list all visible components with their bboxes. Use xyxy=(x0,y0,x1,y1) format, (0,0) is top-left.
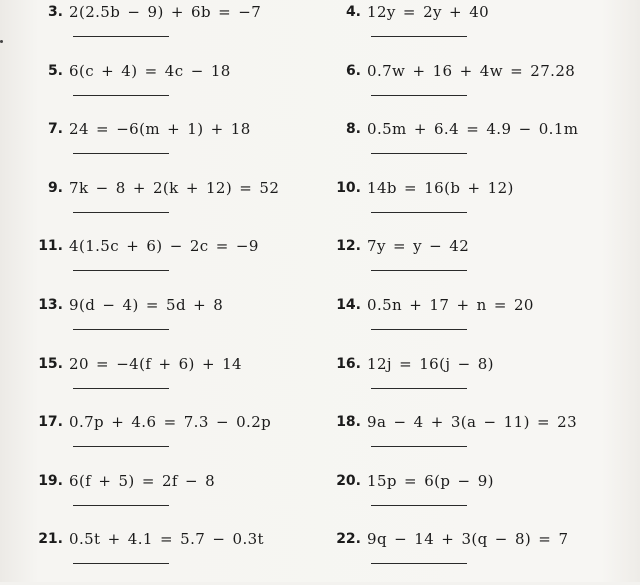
problem-equation: 0.5m + 6.4 = 4.9 − 0.1m xyxy=(367,120,579,139)
problem-equation: 12y = 2y + 40 xyxy=(367,3,490,21)
problem-number: 9. xyxy=(47,179,63,196)
problem-equation: 0.7p + 4.6 = 7.3 − 0.2p xyxy=(69,413,272,432)
problem-equation: 12j = 16(j − 8) xyxy=(367,354,494,373)
problem-number: 3. xyxy=(47,4,63,20)
problem-number: 20. xyxy=(336,472,361,489)
answer-blank[interactable] xyxy=(73,270,169,271)
problem-number: 13. xyxy=(38,297,63,313)
problem-item xyxy=(35,354,315,410)
answer-blank[interactable] xyxy=(73,212,169,213)
problem-item xyxy=(333,295,613,351)
problem-item xyxy=(333,354,613,410)
problem-equation: 20 = −4(f + 6) + 14 xyxy=(69,354,242,373)
problem-equation: 9(d − 4) = 5d + 8 xyxy=(69,296,224,314)
problem-equation: 15p = 6(p − 9) xyxy=(367,471,494,490)
problem-number: 21. xyxy=(38,531,63,548)
problem-number: 4. xyxy=(345,4,361,20)
answer-blank[interactable] xyxy=(371,505,467,506)
problem-equation: 14b = 16(b + 12) xyxy=(367,178,514,197)
answer-blank[interactable] xyxy=(371,36,467,37)
problem-equation: 7k − 8 + 2(k + 12) = 52 xyxy=(69,178,280,197)
problem-item xyxy=(35,61,315,117)
answer-blank[interactable] xyxy=(371,95,467,96)
problem-number: 14. xyxy=(336,297,361,313)
answer-blank[interactable] xyxy=(371,212,467,213)
problem-item xyxy=(35,471,315,527)
problem-equation: 6(c + 4) = 4c − 18 xyxy=(69,61,231,80)
problem-number: 17. xyxy=(38,414,63,431)
answer-blank[interactable] xyxy=(73,329,169,330)
problem-number: 6. xyxy=(345,62,361,79)
answer-blank[interactable] xyxy=(371,388,467,389)
problem-equation: 0.5n + 17 + n = 20 xyxy=(367,296,534,314)
problem-item xyxy=(333,178,613,234)
problem-number: 10. xyxy=(336,179,361,196)
problem-equation: 7y = y − 42 xyxy=(367,237,470,256)
problem-equation: 4(1.5c + 6) − 2c = −9 xyxy=(69,237,259,256)
answer-blank[interactable] xyxy=(371,270,467,271)
problem-number: 7. xyxy=(47,121,63,138)
problem-item xyxy=(333,236,613,292)
answer-blank[interactable] xyxy=(73,388,169,389)
problem-item xyxy=(333,412,613,468)
page-edge-mark xyxy=(0,40,3,43)
problem-item xyxy=(333,61,613,117)
problem-item xyxy=(35,412,315,468)
problem-number: 18. xyxy=(336,414,361,431)
problem-number: 15. xyxy=(38,355,63,372)
problem-item xyxy=(35,178,315,234)
problem-number: 11. xyxy=(38,238,63,255)
answer-blank[interactable] xyxy=(371,329,467,330)
problem-equation: 0.7w + 16 + 4w = 27.28 xyxy=(367,61,576,80)
problem-item xyxy=(333,2,613,58)
problem-item xyxy=(35,2,315,58)
problem-equation: 9a − 4 + 3(a − 11) = 23 xyxy=(367,413,578,432)
answer-blank[interactable] xyxy=(371,563,467,564)
answer-blank[interactable] xyxy=(73,36,169,37)
problem-equation: 24 = −6(m + 1) + 18 xyxy=(69,120,251,139)
problem-item xyxy=(35,119,315,175)
problem-equation: 2(2.5b − 9) + 6b = −7 xyxy=(69,3,262,21)
answer-blank[interactable] xyxy=(73,563,169,564)
problem-number: 16. xyxy=(336,355,361,372)
problem-number: 12. xyxy=(336,238,361,255)
problem-equation: 9q − 14 + 3(q − 8) = 7 xyxy=(367,530,569,549)
answer-blank[interactable] xyxy=(73,153,169,154)
problem-number: 19. xyxy=(38,472,63,489)
answer-blank[interactable] xyxy=(73,95,169,96)
problem-number: 22. xyxy=(336,531,361,548)
answer-blank[interactable] xyxy=(73,446,169,447)
problem-item xyxy=(333,471,613,527)
problem-number: 5. xyxy=(47,62,63,79)
problem-item xyxy=(35,236,315,292)
answer-blank[interactable] xyxy=(371,446,467,447)
answer-blank[interactable] xyxy=(371,153,467,154)
problem-equation: 0.5t + 4.1 = 5.7 − 0.3t xyxy=(69,530,264,549)
problem-item xyxy=(35,295,315,351)
problem-item xyxy=(333,119,613,175)
problem-number: 8. xyxy=(345,121,361,138)
problem-item xyxy=(333,529,613,585)
problem-equation: 6(f + 5) = 2f − 8 xyxy=(69,471,216,490)
answer-blank[interactable] xyxy=(73,505,169,506)
problem-item xyxy=(35,529,315,585)
